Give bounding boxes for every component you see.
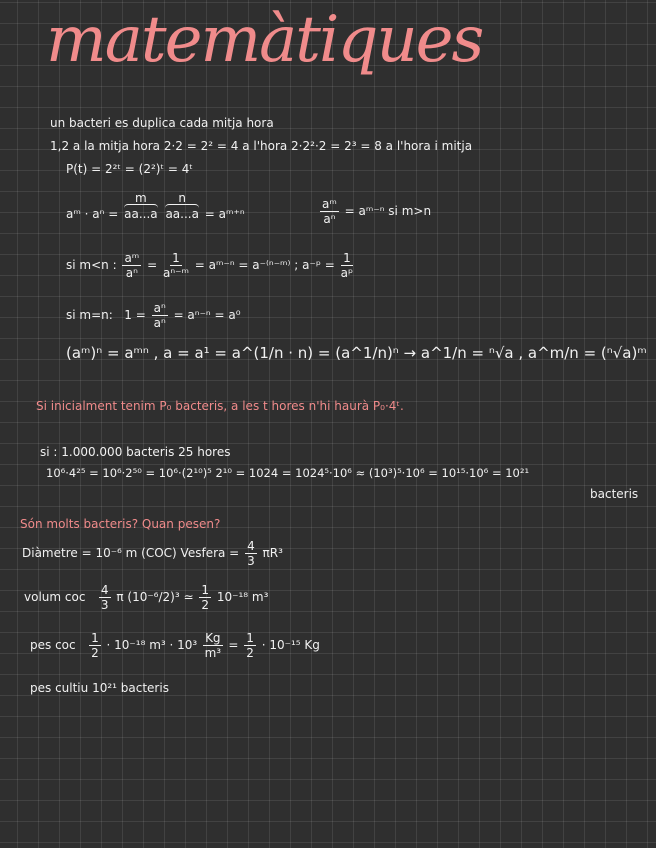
m-equal-n-rule <box>66 302 241 329</box>
n-group <box>165 192 199 220</box>
weight-rhs: · 10⁻¹⁵ Kg <box>261 638 320 652</box>
frac-den: 2 <box>201 598 210 612</box>
weight-heading: Són molts bacteris? Quan pesen? <box>20 517 221 531</box>
diameter-text: Diàmetre = 10⁻⁶ m (COC) Vesfera = <box>22 546 240 560</box>
frac-num: aᵐ <box>124 251 140 265</box>
example-line-1: si : 1.000.000 bacteris 25 hores <box>40 445 231 459</box>
frac-den: 3 <box>247 554 255 568</box>
weight-line <box>30 632 320 659</box>
frac-num: Kg <box>205 631 221 645</box>
weight-label: pes coc <box>30 638 76 652</box>
volume-label: volum coc <box>24 590 86 604</box>
frac-den: aⁿ <box>125 266 138 280</box>
n-factors: aa...a <box>165 207 199 221</box>
m-less-n-label: si m<n : <box>66 258 117 272</box>
frac-num: 1 <box>172 251 180 265</box>
intro-line-2: 1,2 a la mitja hora 2·2 = 2² = 4 a l'hora 2·2²·2 = 2³ = 8 a l'hora i mitja <box>50 139 473 153</box>
frac-num: aⁿ <box>153 301 166 315</box>
intro-line-1: un bacteri es duplica cada mitja hora <box>50 116 274 130</box>
example-line-3: bacteris <box>590 487 639 501</box>
m-less-n-rhs: = aᵐ⁻ⁿ = a⁻⁽ⁿ⁻ᵐ⁾ ; a⁻ᵖ = <box>194 258 335 272</box>
initial-population-statement: Si inicialment tenim P₀ bacteris, a les t hores n'hi haurà P₀·4ᵗ. <box>36 399 404 413</box>
m-equal-n-lhs: 1 = <box>124 308 146 322</box>
frac-den: 2 <box>246 646 254 660</box>
volume-line <box>24 584 268 611</box>
frac-num: 1 <box>201 583 210 597</box>
frac-den: 3 <box>100 598 109 612</box>
frac-den: m³ <box>204 646 222 660</box>
frac-num: 1 <box>246 631 254 645</box>
product-lhs: aᵐ · aⁿ = <box>66 207 119 221</box>
equals-sign: = <box>228 638 239 652</box>
quotient-numerator: aᵐ <box>322 197 337 211</box>
page-title: matemàtiques <box>46 3 483 77</box>
quotient-rhs: = aᵐ⁻ⁿ si m>n <box>344 204 432 218</box>
volume-rhs: 10⁻¹⁸ m³ <box>216 590 269 604</box>
culture-weight-line: pes cultiu 10²¹ bacteris <box>30 681 169 695</box>
m-equal-n-label: si m=n: <box>66 308 113 322</box>
m-label: m <box>135 191 147 205</box>
frac-den: aⁿ⁻ᵐ <box>163 266 189 280</box>
frac-den: aᵖ <box>340 266 354 280</box>
example-line-2: 10⁶·4²⁵ = 10⁶·2⁵⁰ = 10⁶·(2¹⁰)⁵ 2¹⁰ = 1024 = 1024⁵·10⁶ ≈ (10³)⁵·10⁶ = 10¹⁵·10⁶ = 10²¹ <box>46 466 530 480</box>
power-rules: (aᵐ)ⁿ = aᵐⁿ , a = a¹ = a^(1/n · n) = (a^1/n)ⁿ → a^1/n = ⁿ√a , a^m/n = (ⁿ√a)ᵐ <box>66 344 647 362</box>
m-less-n-rule <box>66 252 355 279</box>
frac-num: 4 <box>247 539 255 553</box>
diameter-line <box>22 540 283 567</box>
population-formula: P(t) = 2²ᵗ = (2²)ᵗ = 4ᵗ <box>66 162 193 176</box>
frac-num: 4 <box>100 583 109 597</box>
m-equal-n-rhs: = aⁿ⁻ⁿ = a⁰ <box>173 308 241 322</box>
equals-sign: = <box>147 258 158 272</box>
quotient-rule <box>318 198 431 225</box>
frac-den: 2 <box>91 646 99 660</box>
frac-num: 1 <box>343 251 351 265</box>
frac-num: 1 <box>91 631 99 645</box>
quotient-denominator: aⁿ <box>323 212 336 226</box>
m-group <box>124 192 158 220</box>
weight-mid: · 10⁻¹⁸ m³ · 10³ <box>106 638 198 652</box>
volume-mid: π (10⁻⁶/2)³ ≃ <box>116 590 194 604</box>
sphere-volume-rhs: πR³ <box>262 546 283 560</box>
m-factors: aa...a <box>124 207 158 221</box>
product-rhs: = aᵐ⁺ⁿ <box>204 207 245 221</box>
n-label: n <box>178 191 187 205</box>
frac-den: aⁿ <box>153 316 166 330</box>
product-rule <box>66 192 245 220</box>
